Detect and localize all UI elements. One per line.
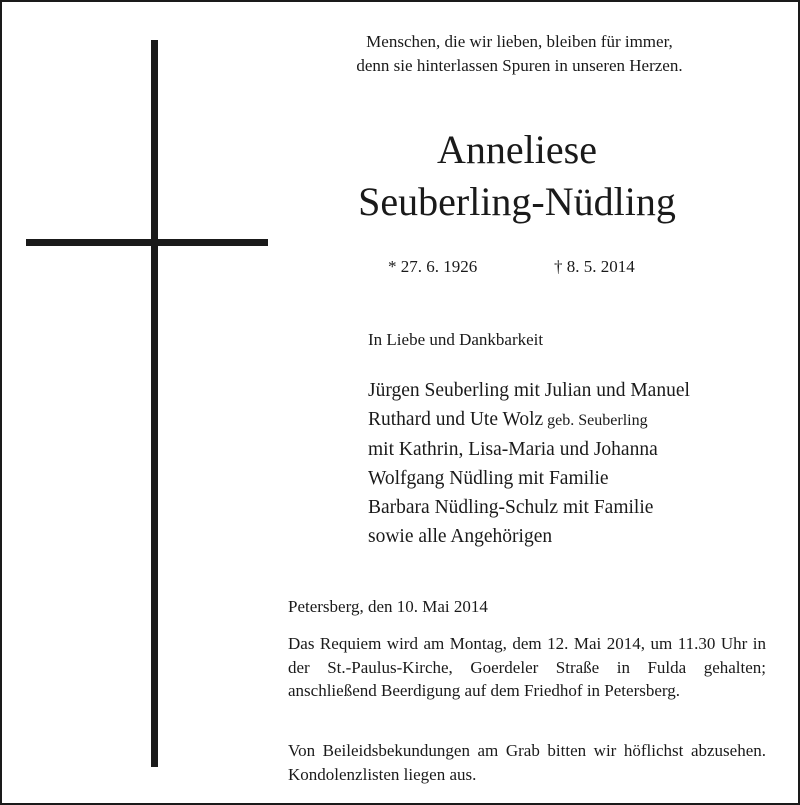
- mourner-line-6: sowie alle Angehörigen: [368, 526, 553, 547]
- mourner-line-3: mit Kathrin, Lisa-Maria und Johanna: [368, 439, 658, 460]
- memorial-quote: [292, 30, 747, 78]
- mourner-line-4: Wolfgang Nüdling mit Familie: [368, 468, 609, 489]
- quote-line-2: denn sie hinterlassen Spuren in unseren Herzen.: [356, 56, 683, 75]
- mourner-line-2: [368, 405, 788, 435]
- death-date: † 8. 5. 2014: [554, 257, 635, 276]
- birth-date: * 27. 6. 1926: [388, 257, 478, 276]
- cross-vertical-bar: [151, 40, 158, 767]
- cross-horizontal-bar: [26, 239, 268, 246]
- mourner-line-2-main: Ruthard und Ute Wolz: [368, 409, 544, 430]
- mourners-list: [368, 376, 788, 551]
- requiem-paragraph: Das Requiem wird am Montag, dem 12. Mai 2014, um 11.30 Uhr in der St.-Paulus-Kirche, Goerdeler Straße in Fulda gehalten; anschließend Beerdigung auf dem Friedhof in Petersberg.: [288, 634, 766, 700]
- mourner-line-1: Jürgen Seuberling mit Julian und Manuel: [368, 380, 690, 401]
- deceased-first-name: Anneliese: [437, 127, 597, 172]
- intro-line: In Liebe und Dankbarkeit: [368, 330, 544, 349]
- deceased-last-name: Seuberling-Nüdling: [358, 179, 676, 224]
- deceased-name: [302, 124, 732, 228]
- place-date: Petersberg, den 10. Mai 2014: [288, 597, 488, 616]
- mourner-line-2-maiden: geb. Seuberling: [543, 412, 648, 429]
- condolence-paragraph: Von Beileidsbekundungen am Grab bitten wir höflichst abzusehen. Kondolenzlisten liegen aus.: [288, 741, 766, 784]
- mourner-line-5: Barbara Nüdling-Schulz mit Familie: [368, 497, 654, 518]
- quote-line-1: Menschen, die wir lieben, bleiben für immer,: [366, 32, 673, 51]
